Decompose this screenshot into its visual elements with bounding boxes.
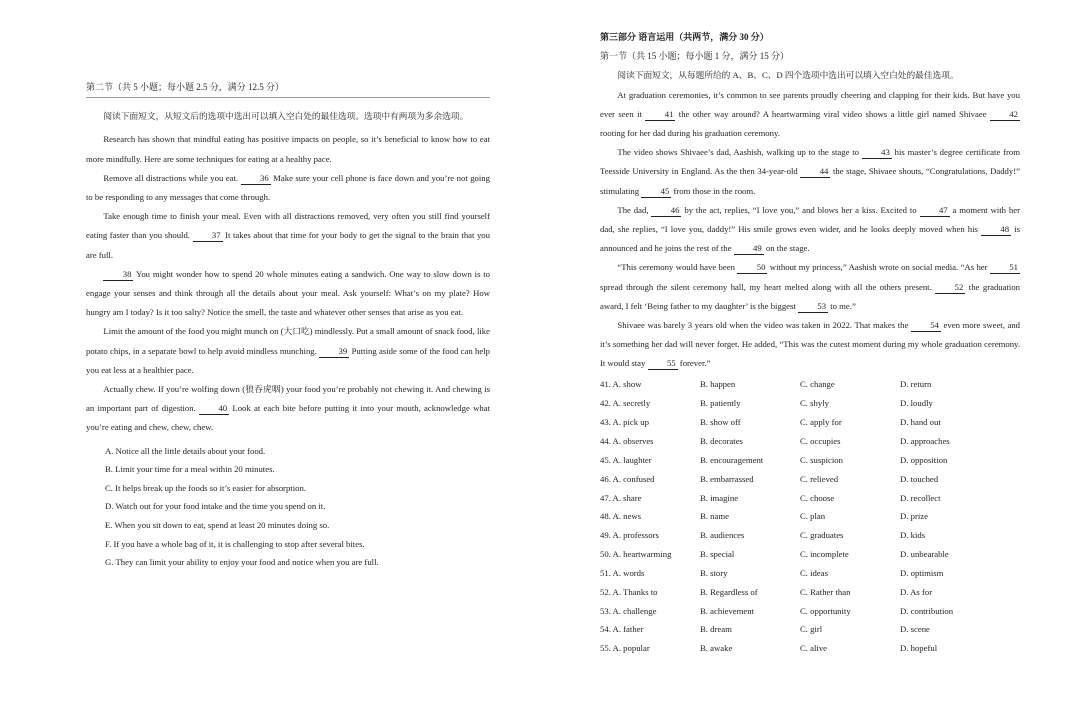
text: Shivaee was barely 3 years old when the video was taken in 2022. That makes the (617, 320, 911, 331)
choice-option: D. hand out (900, 417, 941, 428)
answer-blank: 45 (641, 185, 671, 198)
choice-row (600, 432, 1020, 451)
answer-blank: 49 (734, 242, 764, 255)
paragraph (86, 169, 490, 207)
choice-option: 54. A. father (600, 624, 644, 635)
answer-blank: 42 (990, 108, 1020, 121)
paragraph (86, 207, 490, 265)
choice-option: D. scene (900, 624, 930, 635)
text: “This ceremony would have been (617, 262, 738, 273)
choice-row (600, 451, 1020, 470)
choice-option: B. encouragement (700, 454, 764, 465)
choice-option: 50. A. heartwarming (600, 549, 672, 560)
text: Make sure your cell phone is face down and you’re not going to be responding to any messages that come through. (86, 172, 490, 203)
choice-option: B. special (700, 549, 735, 560)
text: Limit the amount of the food you might munch on (大口吃) mindlessly. Put a small amount of snack food, like potato chips, in a separate bowl to help avoid mindless munching. (86, 326, 490, 356)
right-column (600, 28, 1020, 658)
text: on the stage. (763, 243, 810, 254)
option-item: C. It helps break up the foods so it’s easier for absorption. (105, 482, 306, 493)
answer-blank: 48 (981, 223, 1011, 236)
choice-option: D. unbearable (900, 549, 949, 560)
paragraph (86, 380, 490, 438)
choice-option: B. achievement (700, 605, 755, 616)
answer-blank: 52 (935, 281, 965, 294)
choice-option: B. awake (700, 643, 733, 654)
choice-option: B. name (700, 511, 729, 522)
paragraph (600, 201, 1020, 259)
choice-option: 41. A. show (600, 379, 642, 390)
passage (86, 130, 490, 437)
choice-option: C. plan (800, 511, 826, 522)
choice-row (600, 621, 1020, 640)
choice-option: 49. A. professors (600, 530, 659, 541)
text: Take enough time to finish your meal. Even with all distractions removed, very often you still find yourself eating faster than you should. (86, 211, 490, 241)
paragraph (600, 86, 1020, 144)
choice-row (600, 376, 1020, 395)
choice-option: 53. A. challenge (600, 605, 657, 616)
answer-blank: 46 (651, 204, 681, 217)
paragraph (86, 265, 490, 323)
choice-option: D. contribution (900, 605, 954, 616)
section-title: 第二节（共 5 小题；每小题 2.5 分，满分 12.5 分） (86, 82, 285, 92)
choice-option: D. optimism (900, 567, 944, 578)
choice-table (600, 376, 1020, 659)
choice-option: 55. A. popular (600, 643, 650, 654)
text: a moment with her dad, she replies, “I love you, daddy!” His smile grows even wider, and he looks deeply moved when his (600, 204, 1020, 235)
choice-option: C. incomplete (800, 549, 849, 560)
choice-row (600, 639, 1020, 658)
text: from those in the room. (671, 185, 756, 196)
answer-blank: 41 (645, 108, 675, 121)
text: rooting for her dad during his graduation ceremony. (600, 128, 780, 139)
option-list (86, 442, 490, 572)
choice-row (600, 545, 1020, 564)
choice-option: C. alive (800, 643, 828, 654)
choice-option: B. story (700, 567, 728, 578)
choice-option: 45. A. laughter (600, 454, 652, 465)
text: The dad, (617, 204, 652, 215)
answer-blank: 54 (911, 319, 941, 332)
answer-blank: 36 (241, 172, 271, 185)
choice-row (600, 583, 1020, 602)
choice-option: 51. A. words (600, 567, 645, 578)
text: even more sweet, and it’s something her dad will never forget. He added, “This was the cutest moment during my whole graduation ceremony. It would stay (600, 320, 1021, 369)
choice-option: 46. A. confused (600, 473, 655, 484)
choice-option: B. patiently (700, 398, 741, 409)
option-item: D. Watch out for your food intake and the time you spend on it. (105, 501, 326, 512)
section-title-2: 第一节（共 15 小题；每小题 1 分，满分 15 分） (600, 51, 790, 62)
part-title: 第三部分 语言运用（共两节，满分 30 分） (600, 32, 769, 42)
paragraph (600, 316, 1020, 374)
choice-option: 48. A. news (600, 511, 642, 522)
choice-option: B. imagine (700, 492, 739, 503)
choice-row (600, 508, 1020, 527)
answer-blank: 51 (990, 261, 1020, 274)
text: by the act, replies, “I love you,” and blows her a kiss. Excited to (681, 204, 920, 215)
instruction: 阅读下面短文，从短文后的选项中选出可以填入空白处的最佳选项。选项中有两项为多余选项。 (103, 111, 469, 122)
choice-option: D. opposition (900, 454, 948, 465)
text: Putting aside some of the food can help you eat less at a healthier pace. (86, 345, 490, 375)
option-item: A. Notice all the little details about your food. (105, 445, 266, 456)
text: the other way around? A heartwarming viral video shows a little girl named Shivaee (675, 108, 990, 119)
answer-blank: 37 (193, 229, 223, 242)
choice-option: D. touched (900, 473, 939, 484)
choice-option: D. approaches (900, 436, 950, 447)
choice-option: C. Rather than (800, 586, 851, 597)
choice-row (600, 470, 1020, 489)
choice-option: B. show off (700, 417, 741, 428)
choice-option: C. change (800, 379, 835, 390)
choice-row (600, 395, 1020, 414)
option-item: B. Limit your time for a meal within 20 minutes. (105, 464, 275, 475)
paragraph (600, 143, 1020, 201)
choice-row (600, 602, 1020, 621)
choice-option: B. dream (700, 624, 732, 635)
choice-option: D. recollect (900, 492, 941, 503)
answer-blank: 40 (199, 402, 229, 415)
answer-blank: 43 (862, 146, 892, 159)
choice-option: C. girl (800, 624, 823, 635)
text: spread through the silent ceremony hall, my heart melted along with all the others present. (600, 281, 936, 292)
paragraph (600, 258, 1020, 316)
choice-option: C. apply for (800, 417, 842, 428)
paragraph (86, 322, 490, 380)
choice-option: B. Regardless of (700, 586, 758, 597)
text: the stage, Shivaee shouts, “Congratulations, Daddy!” stimulating (600, 166, 1020, 196)
choice-option: 43. A. pick up (600, 417, 649, 428)
answer-blank: 55 (648, 357, 678, 370)
choice-option: D. hopeful (900, 643, 938, 654)
choice-option: B. embarrassed (700, 473, 754, 484)
answer-blank: 39 (319, 345, 349, 358)
choice-option: D. prize (900, 511, 928, 522)
text: Remove all distractions while you eat. (103, 172, 241, 183)
text: his master’s degree certificate from Teesside University in England. As the then 34-year-old (600, 147, 1020, 177)
option-item: G. They can limit your ability to enjoy your food and notice when you are full. (105, 557, 379, 568)
choice-option: C. occupies (800, 436, 841, 447)
choice-row (600, 413, 1020, 432)
text: to me.” (828, 300, 856, 311)
answer-blank: 38 (103, 268, 133, 281)
divider (86, 97, 490, 98)
choice-option: C. relieved (800, 473, 839, 484)
choice-option: B. happen (700, 379, 736, 390)
text: The video shows Shivaee’s dad, Aashish, walking up to the stage to (617, 147, 862, 158)
choice-option: C. shyly (800, 398, 829, 409)
choice-option: B. audiences (700, 530, 745, 541)
choice-option: D. As for (900, 586, 933, 597)
choice-option: D. loudly (900, 398, 933, 409)
choice-option: 44. A. observes (600, 436, 654, 447)
left-column (86, 78, 490, 572)
choice-option: 42. A. secretly (600, 398, 651, 409)
choice-option: C. graduates (800, 530, 844, 541)
answer-blank: 47 (920, 204, 950, 217)
choice-option: C. suspicion (800, 454, 843, 465)
text: At graduation ceremonies, it’s common to see parents proudly cheering and clapping for their kids. But have you ever seen it (600, 89, 1020, 119)
answer-blank: 50 (737, 261, 767, 274)
choice-option: D. kids (900, 530, 926, 541)
text: without my princess,” Aashish wrote on social media. “As her (767, 262, 990, 273)
text: It takes about that time for your body to get the signal to the brain that you are full. (86, 230, 490, 260)
instruction-2: 阅读下面短文，从每题所给的 A、B、C、D 四个选项中选出可以填入空白处的最佳选项。 (617, 70, 959, 81)
choice-option: 47. A. share (600, 492, 642, 503)
text: the graduation award, I felt ‘Being father to my daughter’ is the biggest (600, 281, 1021, 311)
text: Actually chew. If you’re wolfing down (狼吞虎咽) your food you’re probably not chewing it. And chewing is an important part of digestion. (86, 384, 490, 414)
paragraph (86, 130, 490, 168)
option-item: F. If you have a whole bag of it, it is challenging to stop after several bites. (105, 538, 365, 549)
choice-option: 52. A. Thanks to (600, 586, 658, 597)
text: forever.” (677, 358, 711, 369)
choice-row (600, 489, 1020, 508)
choice-option: C. choose (800, 492, 835, 503)
answer-blank: 44 (800, 165, 830, 178)
choice-row (600, 526, 1020, 545)
choice-option: C. opportunity (800, 605, 851, 616)
choice-option: B. decorates (700, 436, 743, 447)
answer-blank: 53 (798, 300, 828, 313)
cloze-passage (600, 86, 1020, 374)
option-item: E. When you sit down to eat, spend at least 20 minutes doing so. (105, 520, 330, 531)
text: Research has shown that mindful eating has positive impacts on people, so it’s beneficial to know how to eat more mindfully. Here are some techniques for eating at a healthy pace. (86, 134, 490, 164)
text: Look at each bite before putting it into your mouth, acknowledge what you’re eating and chew, chew, chew. (86, 403, 490, 433)
choice-option: C. ideas (800, 567, 828, 578)
choice-option: D. return (900, 379, 932, 390)
text: You might wonder how to spend 20 whole minutes eating a sandwich. One way to slow down is to engage your senses and think through all the details about your meal. Ask yourself: What’s on my plate? How hungry am I today? Is it too salty? Notice the smell, the taste and whatever other senses that arise as you eat. (86, 268, 490, 318)
text: is announced and he joins the rest of the (600, 224, 1020, 254)
choice-row (600, 564, 1020, 583)
